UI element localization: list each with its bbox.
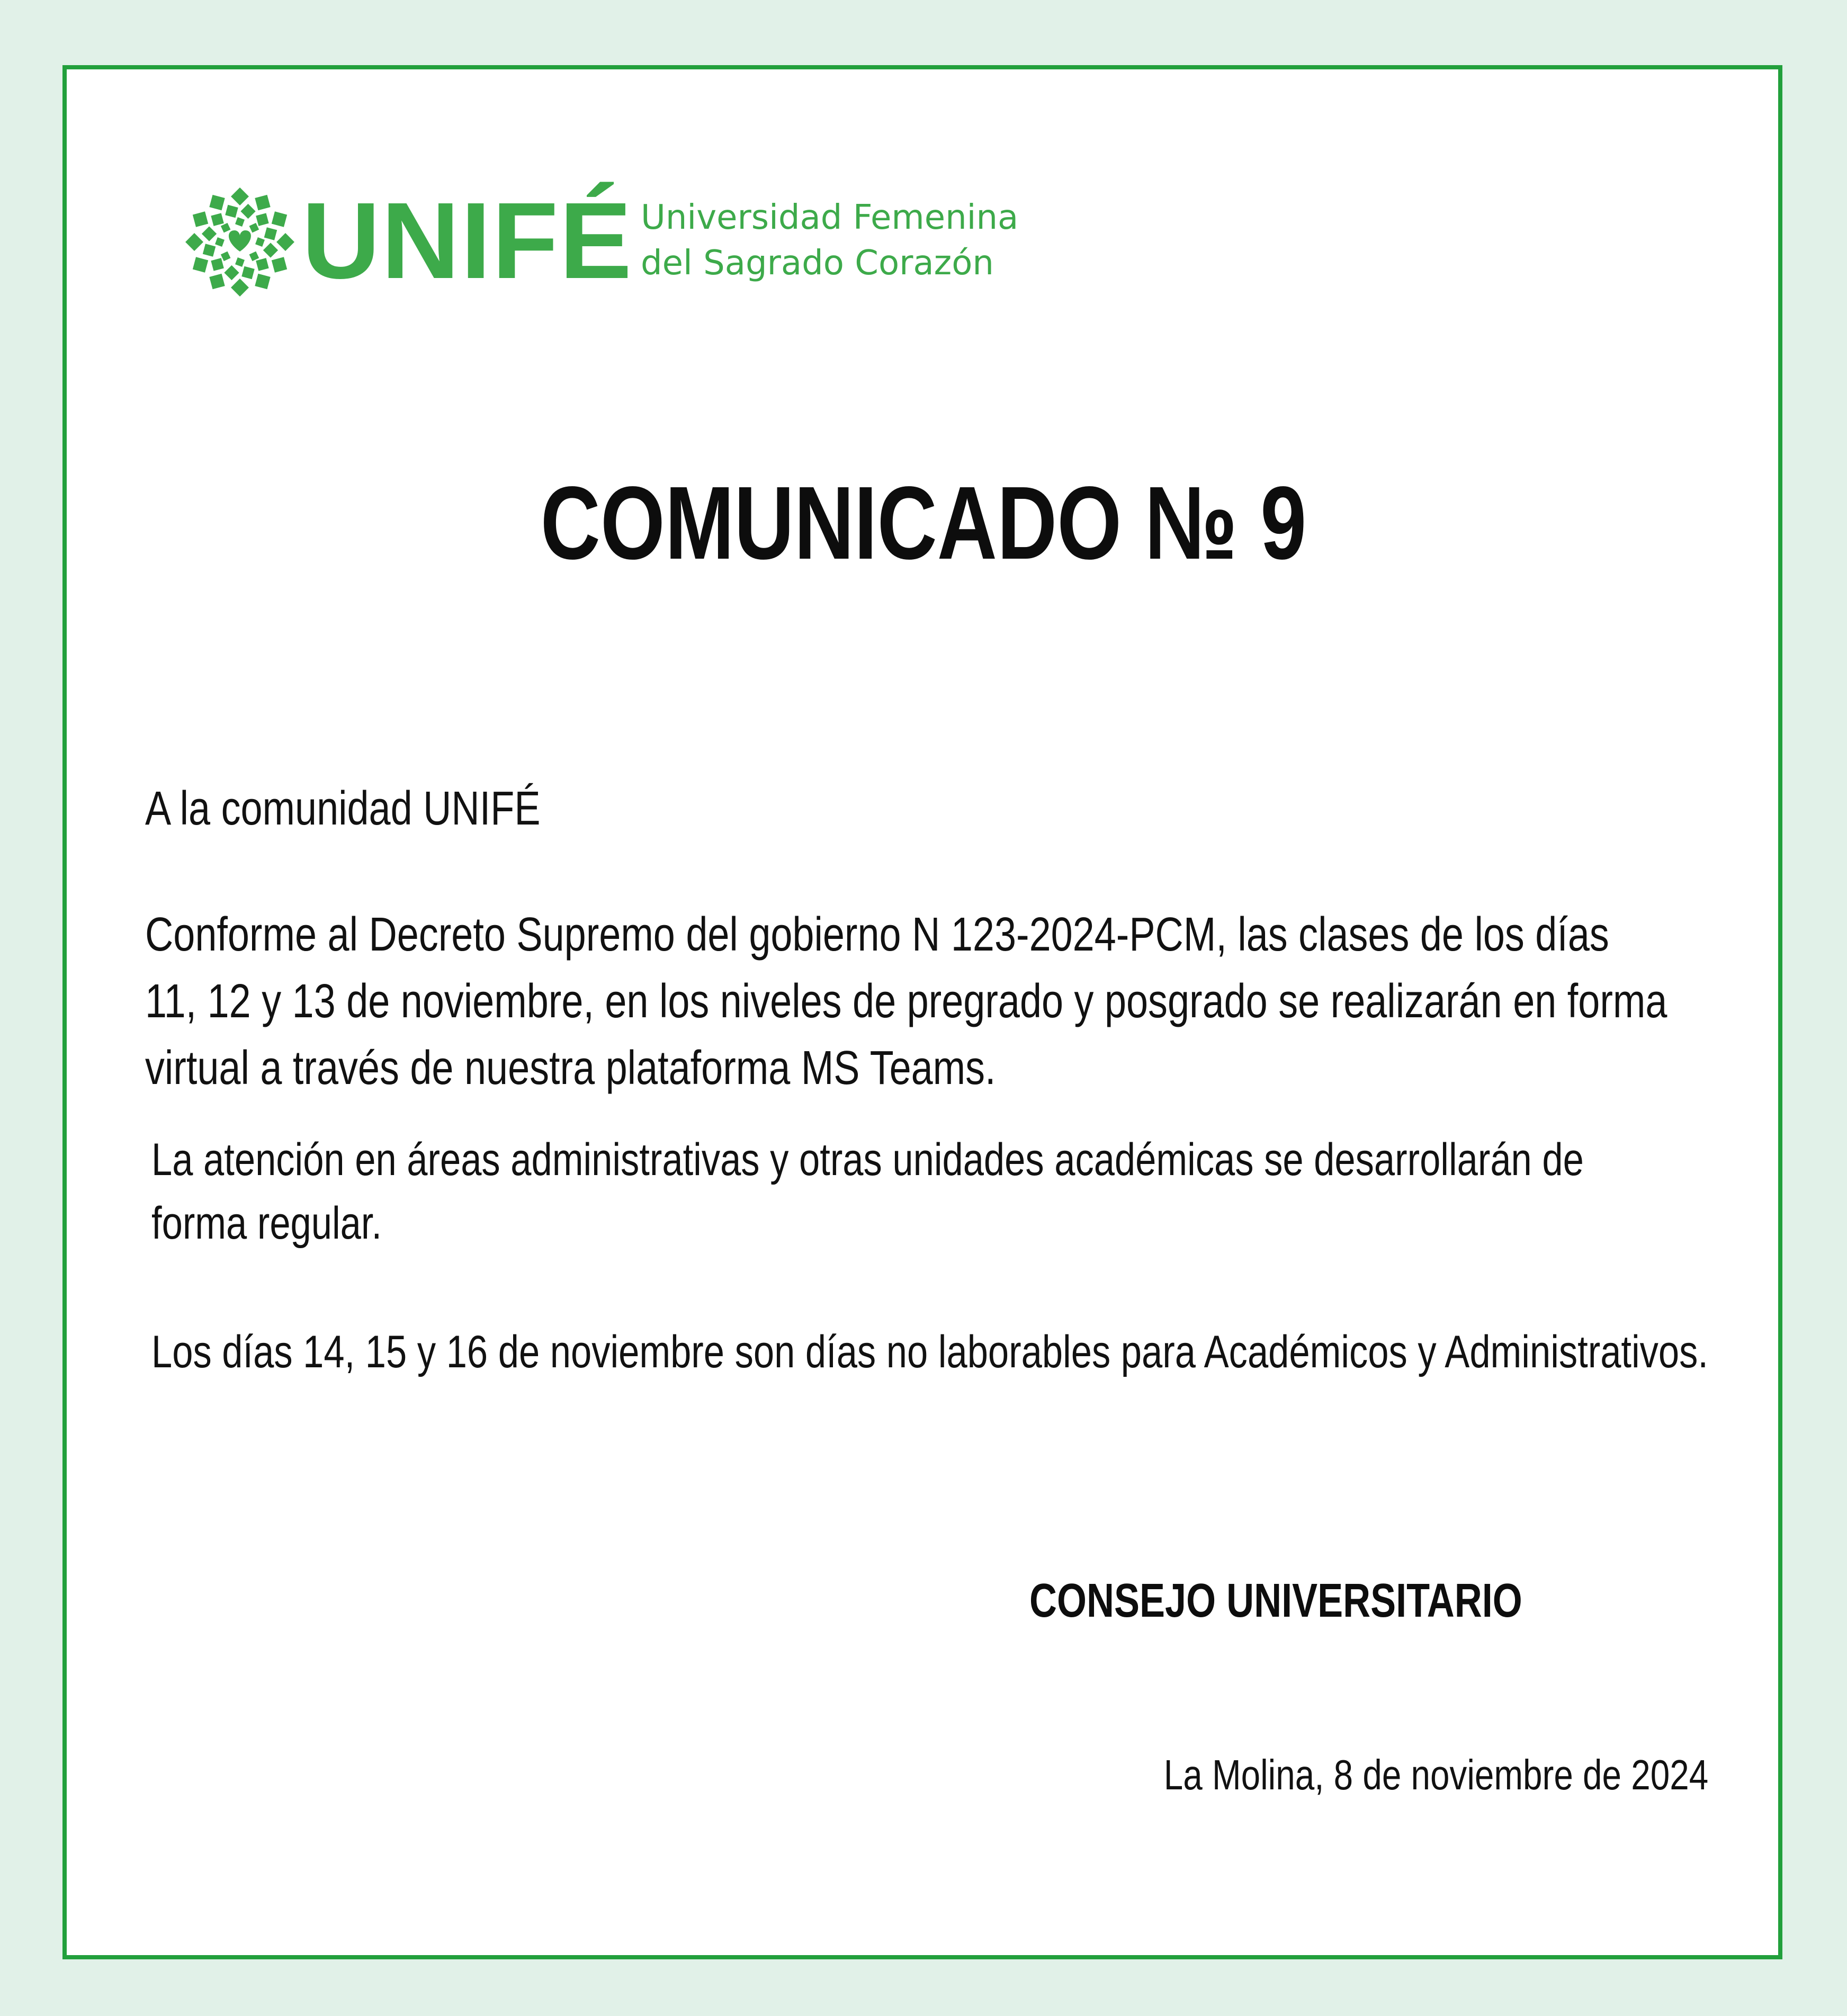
- paragraph-1-line: 11, 12 y 13 de noviembre, en los niveles de pregrado y posgrado se realizarán en forma: [145, 975, 1667, 1028]
- signature: CONSEJO UNIVERSITARIO: [1029, 1574, 1522, 1627]
- paragraph-2-line: La atención en áreas administrativas y otras unidades académicas se desarrollarán de: [151, 1134, 1584, 1185]
- university-name-line2: del Sagrado Corazón: [641, 244, 994, 283]
- paragraph-1-line: Conforme al Decreto Supremo del gobierno N 123-2024-PCM, las clases de los días: [145, 908, 1609, 961]
- paragraph-1: [145, 901, 1667, 1101]
- paragraph-3: Los días 14, 15 y 16 de noviembre son días no laborables para Académicos y Administrativos.: [151, 1327, 1709, 1377]
- paragraph-2: [151, 1128, 1584, 1255]
- page-title: COMUNICADO № 9: [540, 465, 1307, 581]
- date-line: La Molina, 8 de noviembre de 2024: [1163, 1751, 1708, 1798]
- university-name-line1: Universidad Femenina: [641, 198, 1019, 237]
- greeting: A la comunidad UNIFÉ: [145, 782, 541, 835]
- unife-flower-emblem-icon: [184, 186, 295, 298]
- paragraph-1-line: virtual a través de nuestra plataforma MS Teams.: [145, 1042, 996, 1095]
- paragraph-2-line: forma regular.: [151, 1198, 382, 1249]
- logo-wordmark: UNIFÉ: [302, 180, 633, 301]
- unife-logo: [184, 180, 1058, 302]
